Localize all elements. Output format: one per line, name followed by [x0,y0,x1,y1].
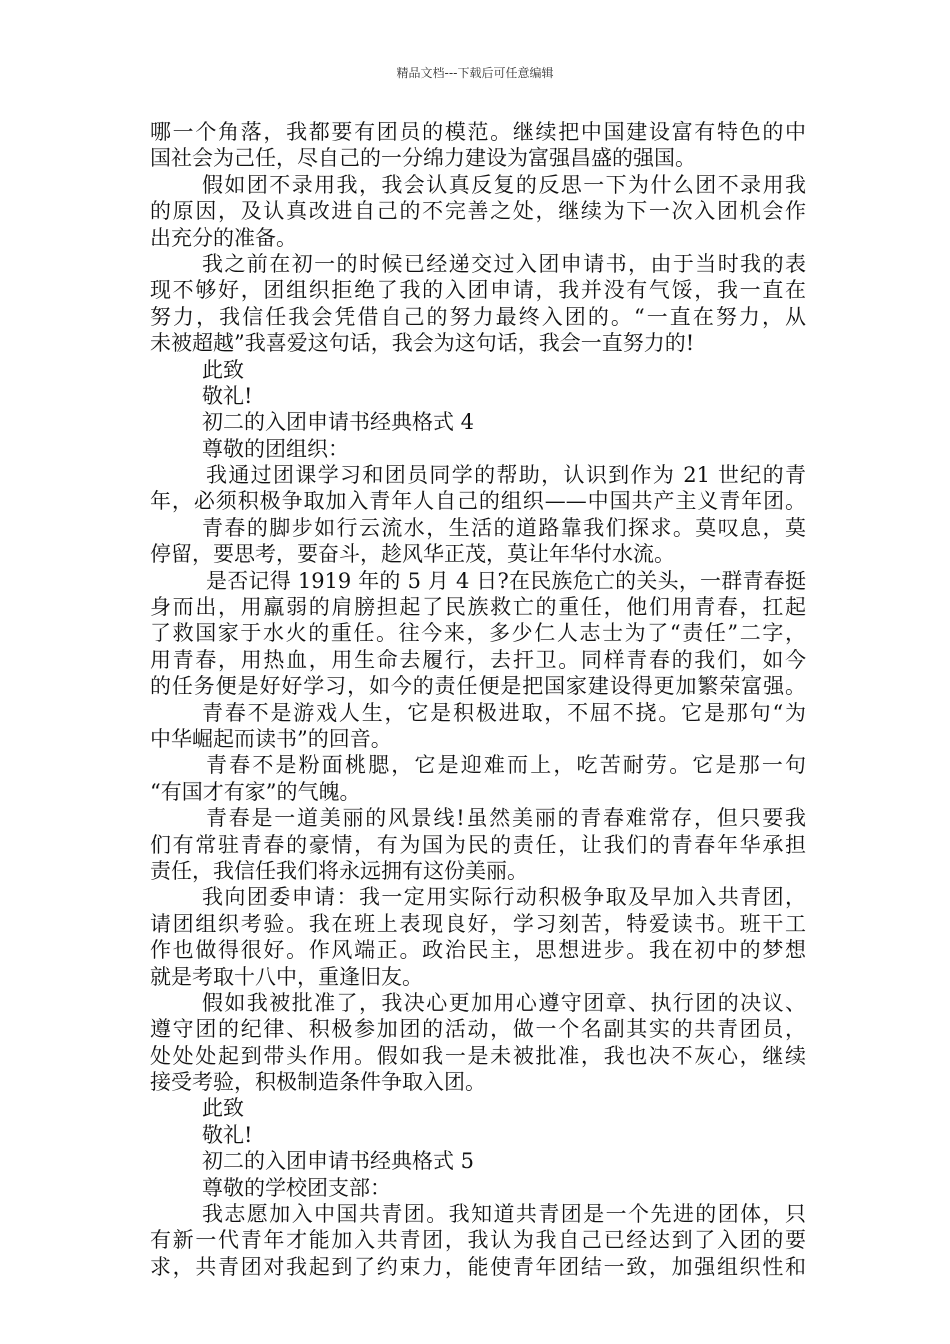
text-line: 用青春，用热血，用生命去履行，去扞卫。同样青春的我们，如今 [150,647,806,672]
text-line: 请团组织考验。我在班上表现良好，学习刻苦，特爱读书。班干工 [150,911,806,936]
text-line: 作也做得很好。作风端正。政治民主，思想进步。我在初中的梦想 [150,938,806,963]
text-line: 的任务便是好好学习，如今的责任便是把国家建设得更加繁荣富强。 [150,674,806,699]
text-line: 青春是一道美丽的风景线!虽然美丽的青春难常存，但只要我 [206,806,806,831]
text-line: 有新一代青年才能加入共青团，我认为我自己已经达到了入团的要 [150,1228,806,1253]
text-line: 们有常驻青春的豪情，有为国为民的责任，让我们的青春年华承担 [150,832,806,857]
text-line: 敬礼! [202,1122,253,1147]
text-line: 初二的入团申请书经典格式 5 [202,1149,475,1174]
text-line: 身而出，用羸弱的肩膀担起了民族救亡的重任，他们用青春，扛起 [150,595,806,620]
text-line: 国社会为己任，尽自己的一分绵力建设为富强昌盛的强国。 [150,146,696,171]
document-body [150,119,806,1280]
text-line: 我之前在初一的时候已经递交过入团申请书，由于当时我的表 [202,251,806,276]
text-line: 停留，要思考，要奋斗，趁风华正茂，莫让年华付水流。 [150,542,675,567]
text-line: 青春不是粉面桃腮，它是迎难而上，吃苦耐劳。它是那一句 [206,753,806,778]
text-line: 出充分的准备。 [150,225,297,250]
text-line: 了救国家于水火的重任。往今来，多少仁人志士为了“责任”二字， [150,621,806,646]
text-line: 是否记得 1919 年的 5 月 4 日?在民族危亡的关头，一群青春挺 [206,568,806,593]
text-line: 哪一个角落，我都要有团员的模范。继续把中国建设富有特色的中 [150,120,806,144]
text-line: 就是考取十八中，重逢旧友。 [150,964,423,989]
text-line: 我向团委申请：我一定用实际行动积极争取及早加入共青团， [202,885,806,910]
text-line: 此致 [202,1096,244,1121]
text-line: 未被超越”我喜爱这句话，我会为这句话，我会一直努力的! [150,331,695,356]
text-line: 尊敬的团组织： [202,436,349,461]
text-line: 我通过团课学习和团员同学的帮助，认识到作为 21 世纪的青 [206,463,806,488]
text-line: 的原因，及认真改进自己的不完善之处，继续为下一次入团机会作 [150,199,806,224]
text-line: 现不够好，团组织拒绝了我的入团申请，我并没有气馁，我一直在 [150,278,806,303]
text-line: 初二的入团申请书经典格式 4 [202,410,475,435]
text-line: 假如我被批准了，我决心更加用心遵守团章、执行团的决议、 [202,990,806,1015]
text-line: 年，必须积极争取加入青年人自己的组织——中国共产主义青年团。 [150,489,806,514]
text-line: 努力，我信任我会凭借自己的努力最终入团的。“一直在努力，从 [150,304,806,329]
text-line: 敬礼! [202,383,253,408]
text-line: 遵守团的纪律、积极参加团的活动，做一个名副其实的共青团员， [150,1017,806,1042]
text-line: 处处处起到带头作用。假如我一是未被批准，我也决不灰心，继续 [150,1043,806,1068]
text-line: 我志愿加入中国共青团。我知道共青团是一个先进的团体，只 [202,1202,806,1227]
text-line: 接受考验，积极制造条件争取入团。 [150,1070,486,1095]
text-line: “有国才有家”的气魄。 [150,779,361,804]
text-line: 青春不是游戏人生，它是积极进取，不屈不挠。它是那句“为 [202,700,806,725]
text-line: 尊敬的学校团支部： [202,1175,391,1200]
text-line: 中华崛起而读书”的回音。 [150,726,392,751]
text-line: 求，共青团对我起到了约束力，能使青年团结一致，加强组织性和 [150,1254,806,1279]
text-line: 假如团不录用我，我会认真反复的反思一下为什么团不录用我 [202,172,806,197]
text-line: 责任，我信任我们将永远拥有这份美丽。 [150,858,528,883]
page-header: 精品文档---下载后可任意编辑 [396,66,554,80]
text-line: 青春的脚步如行云流水，生活的道路靠我们探求。莫叹息，莫 [202,515,806,540]
text-line: 此致 [202,357,244,382]
